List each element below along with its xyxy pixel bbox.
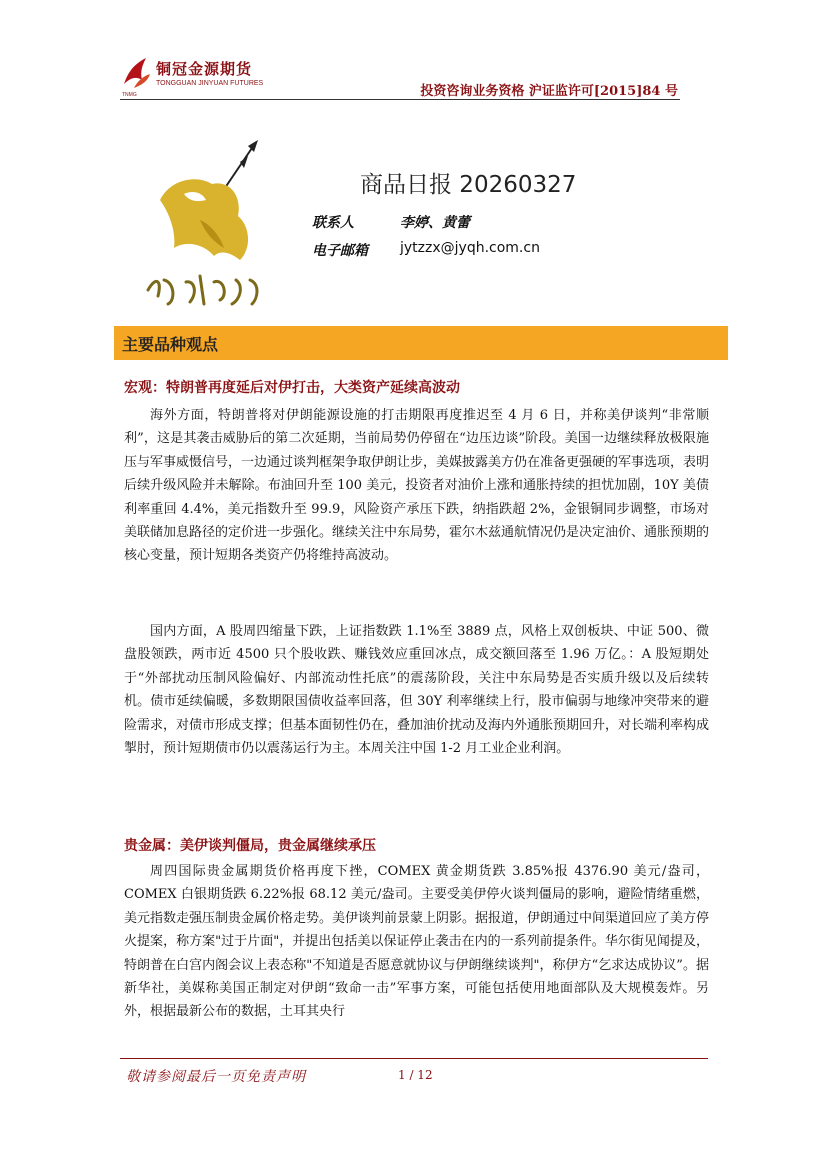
precious-metals-heading: 贵金属：美伊谈判僵局，贵金属继续承压 <box>124 838 376 854</box>
contact-label: 联系人 <box>312 215 354 231</box>
footer-disclaimer: 敬请参阅最后一页免责声明 <box>126 1069 306 1085</box>
macro-paragraph-domestic: 国内方面，A 股周四缩量下跌，上证指数跌 1.1%至 3889 点，风格上双创板块、中证 500、微盘股领跌，两市近 4500 只个股收跌、赚钱效应重回冰点，成交额回落至 1.96 万亿。：A 股短期处于“外部扰动压制风险偏好、内部流动性托底”的震荡阶段，关注中东局势是否实质升级以及后续转机。债市延续偏暖，多数期限国债收益率回落，但 30Y 利率继续上行，股市偏弱与地缘冲突带来的避险需求，对债市形成支撑；但基本面韧性仍在，叠加油价扰动及海内外通胀预期回升，对长端利率构成掣肘，预计短期债市仍以震荡运行为主。本周关注中国 1-2 月工业企业利润。 <box>124 624 710 757</box>
email-address[interactable]: jytzzx@jyqh.com.cn <box>400 240 540 256</box>
section-banner-title: 主要品种观点 <box>122 335 219 354</box>
email-label: 电子邮箱 <box>312 243 368 259</box>
header-divider <box>120 99 680 100</box>
report-title: 商品日报 20260327 <box>360 172 577 198</box>
company-name-en: TONGGUAN JINYUAN FUTURES <box>156 80 264 87</box>
company-abbr: TNMG <box>122 92 137 98</box>
company-logo <box>120 52 270 100</box>
footer-divider <box>120 1058 708 1059</box>
tongling-calligraphy-logo-icon <box>140 140 280 315</box>
macro-heading: 宏观：特朗普再度延后对伊打击，大类资产延续高波动 <box>124 380 460 396</box>
macro-paragraph-overseas: 海外方面，特朗普将对伊朗能源设施的打击期限再度推迟至 4 月 6 日，并称美伊谈判“非常顺利”，这是其袭击威胁后的第二次延期，当前局势仍停留在“边压边谈”阶段。美国一边继续释放极限施压与军事威慑信号，一边通过谈判框架争取伊朗让步，美媒披露美方仍在准备更强硬的军事选项，表明后续升级风险并未解除。布油回升至 100 美元，投资者对油价上涨和通胀持续的担忧加剧，10Y 美债利率重回 4.4%，美元指数升至 99.9，风险资产承压下跌，纳指跌超 2%，金银铜同步调整，市场对美联储加息路径的定价进一步强化。继续关注中东局势，霍尔木兹通航情况仍是决定油价、通胀预期的核心变量，预计短期各类资产仍将维持高波动。 <box>124 408 710 564</box>
page-number: 1 / 12 <box>398 1068 433 1082</box>
precious-metals-paragraph: 周四国际贵金属期货价格再度下挫，COMEX 黄金期货跌 3.85%报 4376.90 美元/盎司，COMEX 白银期货跌 6.22%报 68.12 美元/盎司。主要受美伊停火谈判僵局的影响，避险情绪重燃，美元指数走强压制贵金属价格走势。美伊谈判前景蒙上阴影。据报道，伊朗通过中间渠道回应了美方停火提案，称方案"过于片面"，并提出包括美以保证停止袭击在内的一系列前提条件。华尔街见闻提及，特朗普在白宫内阁会议上表态称"不知道是否愿意就协议与伊朗继续谈判"，称伊方“乞求达成协议”。据新华社，美媒称美国正制定对伊朗“致命一击”军事方案，可能包括使用地面部队及大规模轰炸。另外，根据最新公布的数据，土耳其央行 <box>124 864 710 1020</box>
license-info: 投资咨询业务资格 沪证监许可[2015]84 号 <box>420 84 678 99</box>
contact-names: 李婷、黄蕾 <box>400 215 470 231</box>
company-logo-icon <box>120 54 154 92</box>
company-name-cn: 铜冠金源期货 <box>156 60 253 78</box>
section-banner <box>114 326 728 360</box>
